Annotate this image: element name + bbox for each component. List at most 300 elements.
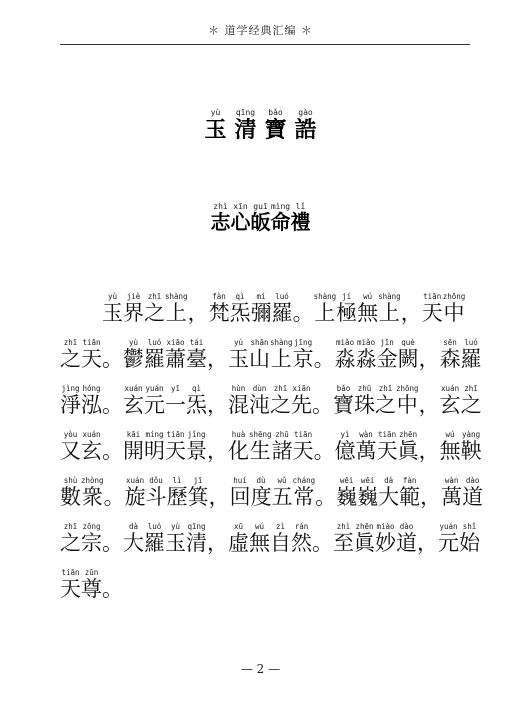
pinyin-annotation: yì — [334, 430, 356, 439]
hanzi-char: 衆 — [81, 485, 104, 509]
hanzi-with-pinyin — [292, 430, 314, 463]
hanzi-with-pinyin — [123, 384, 144, 417]
hanzi-char: 之 — [144, 301, 165, 325]
hanzi-with-pinyin — [336, 476, 358, 509]
pinyin-annotation: miǎo — [355, 338, 377, 347]
hanzi-with-pinyin — [81, 522, 102, 555]
hanzi-char: 。 — [102, 577, 123, 601]
hanzi-with-pinyin — [249, 430, 272, 463]
hanzi-with-pinyin — [81, 568, 102, 601]
pinyin-annotation: guī — [250, 202, 271, 211]
hanzi-char: 天 — [376, 439, 398, 463]
pinyin-annotation: shàng — [165, 292, 188, 301]
hanzi-char: 寶 — [333, 393, 354, 417]
hanzi-char: 玄 — [439, 393, 461, 417]
pinyin-annotation: wēi — [357, 476, 379, 485]
hanzi-char: 億 — [334, 439, 356, 463]
hanzi-with-pinyin — [102, 347, 123, 371]
hanzi-char: 彌 — [250, 301, 272, 325]
pinyin-annotation: zhì — [333, 522, 354, 531]
hanzi-with-pinyin — [165, 430, 186, 463]
pinyin-annotation: shàng — [270, 338, 293, 347]
pinyin-annotation: dào — [396, 522, 417, 531]
hanzi-with-pinyin — [186, 384, 207, 417]
hanzi-char: 數 — [60, 485, 81, 509]
hanzi-char: 玄 — [81, 439, 102, 463]
hanzi-with-pinyin — [228, 522, 249, 555]
hanzi-with-pinyin — [333, 384, 354, 417]
hanzi-char: 無 — [249, 531, 270, 555]
pinyin-annotation: zhī — [60, 522, 81, 531]
hanzi-char: 誥 — [294, 117, 317, 143]
pinyin-annotation: shàng — [378, 292, 401, 301]
hanzi-with-pinyin — [270, 202, 291, 234]
hanzi-with-pinyin — [439, 384, 461, 417]
hanzi-char: 之 — [460, 393, 482, 417]
hanzi-char: ， — [418, 393, 440, 417]
hanzi-char: 。 — [102, 393, 123, 417]
hanzi-with-pinyin — [228, 430, 249, 463]
pinyin-annotation: shǐ — [459, 522, 480, 531]
hanzi-with-pinyin — [421, 292, 443, 325]
hanzi-with-pinyin — [250, 292, 272, 325]
hanzi-char — [60, 301, 81, 325]
hanzi-with-pinyin — [228, 338, 249, 371]
hanzi-char: 清 — [186, 531, 207, 555]
hanzi-char: 天 — [60, 577, 81, 601]
pinyin-annotation: què — [397, 338, 419, 347]
hanzi-with-pinyin — [166, 476, 188, 509]
hanzi-with-pinyin — [60, 476, 81, 509]
hanzi-char: ， — [187, 301, 209, 325]
hanzi-char: 開 — [123, 439, 144, 463]
hanzi-char: 鬱 — [123, 347, 144, 371]
hanzi-with-pinyin — [144, 522, 165, 555]
hanzi-with-pinyin — [293, 301, 314, 325]
hanzi-char: 淼 — [334, 347, 356, 371]
hanzi-with-pinyin — [376, 338, 398, 371]
hanzi-with-pinyin — [104, 485, 125, 509]
pinyin-annotation: tiān — [60, 568, 81, 577]
hanzi-with-pinyin — [291, 384, 312, 417]
hanzi-char: 。 — [103, 485, 125, 509]
pinyin-annotation: zhēn — [354, 522, 375, 531]
hanzi-with-pinyin — [234, 108, 257, 143]
hanzi-with-pinyin — [397, 338, 419, 371]
pinyin-annotation: luó — [271, 292, 293, 301]
hanzi-with-pinyin — [292, 338, 314, 371]
page-number: — 2 — — [240, 662, 281, 676]
hanzi-char: 山 — [249, 347, 270, 371]
hanzi-with-pinyin — [460, 430, 482, 463]
hanzi-with-pinyin — [271, 292, 293, 325]
pinyin-annotation: qì — [229, 292, 251, 301]
hanzi-char: 淼 — [355, 347, 377, 371]
hanzi-with-pinyin — [315, 485, 336, 509]
hanzi-char: ， — [208, 485, 230, 509]
hanzi-char: 羅 — [271, 301, 293, 325]
pinyin-annotation: zhū — [354, 384, 375, 393]
hanzi-char: 。 — [313, 347, 335, 371]
hanzi-char: 天 — [421, 301, 443, 325]
pinyin-annotation: xīn — [230, 202, 251, 211]
hanzi-char: 中 — [396, 393, 419, 417]
hanzi-char: 化 — [228, 439, 249, 463]
hanzi-char: 無 — [439, 439, 461, 463]
hanzi-with-pinyin — [313, 292, 337, 325]
hanzi-char: 宗 — [81, 531, 102, 555]
hanzi-char — [81, 301, 102, 325]
pinyin-annotation: zhī — [144, 292, 165, 301]
hanzi-char: 之 — [270, 393, 291, 417]
hanzi-char: 妙 — [375, 531, 396, 555]
hanzi-with-pinyin — [230, 202, 251, 234]
pinyin-annotation: yuán — [438, 522, 459, 531]
hanzi-with-pinyin — [312, 531, 333, 555]
pinyin-annotation: bǎo — [333, 384, 354, 393]
pinyin-annotation: huí — [229, 476, 251, 485]
hanzi-char: 度 — [250, 485, 272, 509]
hanzi-with-pinyin — [270, 522, 291, 555]
pinyin-annotation: tiān — [376, 430, 398, 439]
hanzi-char: 元 — [438, 531, 459, 555]
hanzi-char: 之 — [375, 393, 396, 417]
hanzi-char: 天 — [292, 439, 314, 463]
verse-line — [60, 520, 480, 566]
pinyin-annotation: zhī — [270, 384, 291, 393]
hanzi-with-pinyin — [102, 292, 123, 325]
pinyin-annotation: jìng — [60, 384, 81, 393]
hanzi-char: 自 — [270, 531, 291, 555]
hanzi-with-pinyin — [460, 338, 482, 371]
hanzi-with-pinyin — [186, 522, 207, 555]
hanzi-char: 旋 — [124, 485, 146, 509]
hanzi-char: 。 — [312, 531, 333, 555]
hanzi-char: 巍 — [357, 485, 379, 509]
hanzi-char: 上 — [313, 301, 337, 325]
pinyin-annotation: gào — [294, 108, 317, 117]
hanzi-with-pinyin — [186, 338, 207, 371]
hanzi-char: 大 — [123, 531, 144, 555]
hanzi-char: 混 — [228, 393, 249, 417]
pinyin-annotation: shàng — [313, 292, 337, 301]
hanzi-with-pinyin — [396, 384, 419, 417]
hanzi-with-pinyin — [355, 338, 377, 371]
hanzi-with-pinyin — [357, 476, 379, 509]
hanzi-with-pinyin — [144, 384, 165, 417]
hanzi-char: ， — [207, 347, 228, 371]
hanzi-char: 歷 — [166, 485, 188, 509]
pinyin-annotation: zì — [270, 522, 291, 531]
hanzi-with-pinyin — [81, 430, 102, 463]
hanzi-char: 道 — [462, 485, 484, 509]
hanzi-char: 萬 — [441, 485, 463, 509]
hanzi-char: 心 — [230, 210, 251, 234]
pinyin-annotation: yù — [102, 292, 123, 301]
pinyin-annotation: jǐng — [186, 430, 207, 439]
hanzi-with-pinyin — [102, 531, 123, 555]
hanzi-char: 闕 — [397, 347, 419, 371]
verse-line — [60, 336, 482, 382]
hanzi-char: 志 — [210, 210, 231, 234]
pinyin-annotation: mìng — [270, 202, 291, 211]
hanzi-char: 始 — [459, 531, 480, 555]
verse-line — [60, 474, 484, 520]
hanzi-with-pinyin — [354, 384, 375, 417]
pinyin-annotation: jīng — [292, 338, 314, 347]
hanzi-char: 元 — [144, 393, 165, 417]
pinyin-annotation: wú — [249, 522, 270, 531]
hanzi-char: 羅 — [144, 531, 165, 555]
pinyin-annotation: shān — [249, 338, 270, 347]
hanzi-with-pinyin — [123, 522, 144, 555]
pinyin-annotation: zhī — [375, 384, 396, 393]
pinyin-annotation: kāi — [123, 430, 144, 439]
pinyin-annotation: míng — [144, 430, 165, 439]
hanzi-with-pinyin — [81, 384, 102, 417]
pinyin-annotation: miào — [375, 522, 396, 531]
hanzi-with-pinyin — [292, 476, 316, 509]
hanzi-char: 玉 — [102, 301, 123, 325]
hanzi-char: 。 — [313, 439, 335, 463]
hanzi-char: 。 — [102, 347, 123, 371]
hanzi-with-pinyin — [229, 292, 251, 325]
header-divider — [60, 44, 470, 45]
hanzi-char: 之 — [60, 531, 81, 555]
hanzi-char: 。 — [312, 393, 333, 417]
pinyin-annotation: lì — [166, 476, 188, 485]
pinyin-annotation: wàn — [355, 430, 377, 439]
hanzi-with-pinyin — [60, 568, 81, 601]
hanzi-char: 界 — [123, 301, 144, 325]
hanzi-with-pinyin — [271, 430, 293, 463]
hanzi-with-pinyin — [336, 292, 358, 325]
hanzi-with-pinyin — [419, 393, 440, 417]
hanzi-with-pinyin — [124, 476, 146, 509]
hanzi-with-pinyin — [354, 522, 375, 555]
pinyin-annotation: wú — [357, 292, 379, 301]
hanzi-with-pinyin — [462, 476, 484, 509]
hanzi-char: 泓 — [81, 393, 102, 417]
pinyin-annotation: zhī — [460, 384, 482, 393]
hanzi-char: 回 — [229, 485, 251, 509]
hanzi-char: 淨 — [60, 393, 81, 417]
title-sub — [0, 202, 521, 235]
hanzi-char: ， — [207, 393, 228, 417]
hanzi-char: 大 — [378, 485, 400, 509]
hanzi-char: 道 — [396, 531, 417, 555]
hanzi-with-pinyin — [438, 522, 459, 555]
hanzi-with-pinyin — [376, 430, 398, 463]
hanzi-char: 天 — [81, 347, 102, 371]
hanzi-char: 諸 — [271, 439, 293, 463]
hanzi-char: 又 — [60, 439, 81, 463]
hanzi-with-pinyin — [144, 338, 165, 371]
pinyin-annotation: zhì — [210, 202, 231, 211]
hanzi-char: 金 — [376, 347, 398, 371]
hanzi-char: 寶 — [264, 117, 287, 143]
hanzi-char: 。 — [292, 301, 314, 325]
pinyin-annotation: wú — [439, 430, 461, 439]
hanzi-with-pinyin — [145, 476, 167, 509]
pinyin-annotation: hùn — [228, 384, 249, 393]
hanzi-char: 羅 — [144, 347, 165, 371]
hanzi-with-pinyin — [165, 338, 186, 371]
hanzi-with-pinyin — [314, 439, 335, 463]
hanzi-with-pinyin — [60, 430, 81, 463]
hanzi-with-pinyin — [270, 338, 293, 371]
hanzi-with-pinyin — [207, 531, 228, 555]
pinyin-annotation: qì — [186, 384, 207, 393]
verse-line — [60, 382, 482, 428]
pinyin-annotation: cháng — [292, 476, 316, 485]
hanzi-with-pinyin — [165, 522, 186, 555]
hanzi-with-pinyin — [420, 485, 441, 509]
pinyin-annotation: huà — [228, 430, 249, 439]
hanzi-char: ， — [417, 531, 438, 555]
pinyin-annotation: zūn — [81, 568, 102, 577]
hanzi-char: 皈 — [250, 210, 271, 234]
hanzi-char: 玄 — [123, 393, 144, 417]
pinyin-annotation: yù — [165, 522, 186, 531]
hanzi-with-pinyin — [123, 292, 144, 325]
hanzi-with-pinyin — [249, 522, 270, 555]
hanzi-char: 極 — [336, 301, 358, 325]
hanzi-char: ， — [418, 439, 440, 463]
hanzi-char: ， — [420, 485, 442, 509]
pinyin-annotation: xū — [228, 522, 249, 531]
pinyin-annotation: jīn — [376, 338, 398, 347]
hanzi-char: 臺 — [186, 347, 207, 371]
hanzi-char: 上 — [165, 301, 188, 325]
pinyin-annotation: xuán — [124, 476, 146, 485]
pinyin-annotation: miǎo — [334, 338, 356, 347]
pinyin-annotation: wēi — [336, 476, 358, 485]
hanzi-char: 一 — [165, 393, 186, 417]
pinyin-annotation: zhū — [271, 430, 293, 439]
hanzi-with-pinyin — [439, 430, 461, 463]
pinyin-annotation: yuán — [144, 384, 165, 393]
hanzi-char: 上 — [378, 301, 401, 325]
hanzi-char: 先 — [291, 393, 312, 417]
hanzi-with-pinyin — [144, 430, 165, 463]
pinyin-annotation: yòu — [60, 430, 81, 439]
hanzi-char: 鞅 — [460, 439, 482, 463]
pinyin-annotation: wǔ — [271, 476, 293, 485]
pinyin-annotation: xuán — [439, 384, 461, 393]
pinyin-annotation: dà — [378, 476, 400, 485]
hanzi-with-pinyin — [419, 347, 440, 371]
pinyin-annotation: yàng — [460, 430, 482, 439]
hanzi-char: 至 — [333, 531, 354, 555]
hanzi-char: 斗 — [145, 485, 167, 509]
pinyin-annotation: zhī — [60, 338, 81, 347]
hanzi-char: 珠 — [354, 393, 375, 417]
pinyin-annotation: mí — [250, 292, 272, 301]
pinyin-annotation: hóng — [81, 384, 102, 393]
hanzi-with-pinyin — [378, 292, 401, 325]
pinyin-annotation: luó — [144, 522, 165, 531]
pinyin-annotation: dào — [462, 476, 484, 485]
hanzi-with-pinyin — [250, 202, 271, 234]
hanzi-char: 玉 — [165, 531, 186, 555]
hanzi-with-pinyin — [399, 476, 421, 509]
pinyin-annotation: fàn — [399, 476, 421, 485]
hanzi-with-pinyin — [165, 384, 186, 417]
hanzi-char: 天 — [165, 439, 186, 463]
hanzi-with-pinyin — [102, 439, 123, 463]
pinyin-annotation: jī — [187, 476, 209, 485]
hanzi-with-pinyin — [186, 430, 207, 463]
hanzi-with-pinyin — [207, 439, 228, 463]
hanzi-with-pinyin — [81, 301, 102, 325]
hanzi-char: 玉 — [228, 347, 249, 371]
hanzi-char: 命 — [270, 210, 291, 234]
hanzi-char: 常 — [292, 485, 316, 509]
hanzi-with-pinyin — [249, 338, 270, 371]
pinyin-annotation: shù — [60, 476, 81, 485]
hanzi-char: 之 — [60, 347, 81, 371]
hanzi-with-pinyin — [249, 384, 270, 417]
pinyin-annotation: tiān — [165, 430, 186, 439]
hanzi-with-pinyin — [204, 108, 227, 143]
pinyin-annotation: xiān — [291, 384, 312, 393]
hanzi-char: 明 — [144, 439, 165, 463]
hanzi-char: 萬 — [355, 439, 377, 463]
hanzi-char: 五 — [271, 485, 293, 509]
hanzi-with-pinyin — [442, 292, 466, 325]
running-header: ＊ 道学经典汇编 ＊ — [208, 24, 313, 37]
pinyin-annotation: zhēn — [397, 430, 419, 439]
hanzi-char: 中 — [442, 301, 466, 325]
hanzi-with-pinyin — [123, 338, 144, 371]
hanzi-with-pinyin — [375, 384, 396, 417]
hanzi-char: 梵 — [208, 301, 230, 325]
pinyin-annotation: xuán — [81, 430, 102, 439]
hanzi-char: 玉 — [204, 117, 227, 143]
hanzi-char: ， — [400, 301, 422, 325]
hanzi-with-pinyin — [250, 476, 272, 509]
hanzi-char: 生 — [249, 439, 272, 463]
pinyin-annotation: shēng — [249, 430, 272, 439]
hanzi-char: 炁 — [186, 393, 207, 417]
hanzi-char: ， — [418, 347, 440, 371]
pinyin-annotation: yù — [204, 108, 227, 117]
hanzi-with-pinyin — [188, 301, 209, 325]
hanzi-with-pinyin — [123, 430, 144, 463]
pinyin-annotation: wàn — [441, 476, 463, 485]
hanzi-with-pinyin — [60, 522, 81, 555]
pinyin-annotation: tiān — [81, 338, 102, 347]
hanzi-with-pinyin — [314, 347, 335, 371]
pinyin-annotation: yù — [228, 338, 249, 347]
hanzi-with-pinyin — [357, 292, 379, 325]
hanzi-with-pinyin — [228, 384, 249, 417]
pinyin-annotation: zhòng — [81, 476, 104, 485]
pinyin-annotation: tái — [186, 338, 207, 347]
hanzi-with-pinyin — [229, 476, 251, 509]
hanzi-with-pinyin — [333, 522, 354, 555]
pinyin-annotation: fàn — [208, 292, 230, 301]
hanzi-char: 景 — [186, 439, 207, 463]
hanzi-char: 上 — [270, 347, 293, 371]
pinyin-annotation: jí — [336, 292, 358, 301]
pinyin-annotation: yī — [165, 384, 186, 393]
hanzi-char: 範 — [399, 485, 421, 509]
hanzi-with-pinyin — [334, 430, 356, 463]
hanzi-char: 。 — [315, 485, 337, 509]
pinyin-annotation: zhōng — [442, 292, 466, 301]
